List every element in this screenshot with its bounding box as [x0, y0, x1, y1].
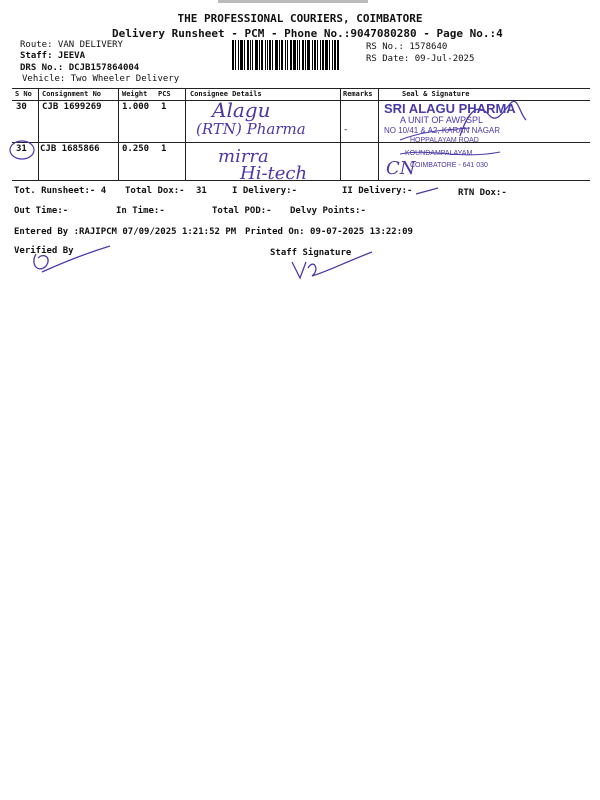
col-header-consignee: Consignee Details [190, 90, 262, 98]
stamp-line: A UNIT OF AWPSPL [400, 115, 484, 125]
row-pcs: 1 [161, 144, 167, 154]
row-consignment: CJB 1699269 [42, 102, 102, 112]
verified-by: Verified By [14, 246, 74, 256]
out-time: Out Time:- [14, 206, 69, 216]
col-header-consignment: Consignment No [42, 90, 102, 98]
stamp-cn: CN [386, 158, 416, 179]
vehicle-label: Vehicle: Two Wheeler Delivery [22, 74, 180, 84]
row-remarks: - [343, 125, 349, 135]
row-weight: 0.250 [122, 144, 150, 154]
staff-signature [286, 248, 376, 284]
stamp-line: KOUNDAMPALAYAM [405, 150, 473, 157]
col-header-seal: Seal & Signature [402, 90, 470, 98]
ii-delivery: II Delivery:- [342, 186, 413, 196]
total-pod: Total POD:- [212, 206, 272, 216]
printed-on: Printed On: 09-07-2025 13:22:09 [245, 227, 413, 237]
row-weight: 1.000 [122, 102, 150, 112]
col-header-sno: S No [15, 90, 32, 98]
col-divider [38, 88, 39, 180]
col-divider [185, 88, 186, 180]
stamp-line: HOPPALAYAM ROAD [410, 137, 479, 144]
total-dox-label: Total Dox:- [125, 186, 185, 196]
stamp-title: SRI ALAGU PHARMA [384, 101, 516, 116]
row-sno: 30 [16, 102, 27, 112]
row-sno: 31 [16, 144, 27, 154]
company-title: THE PROFESSIONAL COURIERS, COIMBATORE [177, 12, 423, 25]
col-divider [118, 88, 119, 180]
entered-by: Entered By :RAJIPCM 07/09/2025 1:21:52 PM [14, 227, 237, 237]
handwritten-consignee: Hi-tech [240, 163, 308, 184]
barcode [232, 40, 360, 70]
scan-mark [218, 0, 368, 3]
stamp-line: COIMBATORE - 641 030 [410, 162, 488, 169]
signature-scribble [390, 146, 510, 162]
signature-scribble [380, 96, 540, 144]
rtn-dox: RTN Dox:- [458, 188, 507, 198]
col-header-remarks: Remarks [343, 90, 373, 98]
rs-date: RS Date: 09-Jul-2025 [366, 54, 475, 64]
col-divider [378, 88, 379, 180]
drs-label: DRS No.: DCJB157864004 [20, 63, 140, 73]
i-delivery: I Delivery:- [232, 186, 298, 196]
table-top-border [12, 88, 590, 89]
delivery-points: Delvy Points:- [290, 206, 366, 216]
handwritten-consignee: mirra [218, 146, 269, 167]
runsheet-title: Delivery Runsheet - PCM - Phone No.:9047080280 - Page No.:4 [112, 27, 503, 40]
staff-label: Staff: JEEVA [20, 51, 86, 61]
row-consignment: CJB 1685866 [40, 144, 100, 154]
verifier-signature [24, 244, 114, 278]
stamp-line: NO 10/41 & A2, KARAN NAGAR [384, 126, 501, 135]
col-divider [340, 88, 341, 180]
col-header-pcs: PCS [158, 90, 171, 98]
handwritten-consignee: (RTN) Pharma [196, 120, 306, 138]
rs-number: RS No.: 1578640 [366, 42, 448, 52]
handwritten-consignee: Alagu [212, 98, 271, 122]
tick-mark [414, 186, 440, 196]
col-header-weight: Weight [122, 90, 148, 98]
row-pcs: 1 [161, 102, 167, 112]
staff-signature-label: Staff Signature [270, 248, 352, 258]
in-time: In Time:- [116, 206, 165, 216]
total-runsheet: Tot. Runsheet:- 4 [14, 186, 107, 196]
route-label: Route: VAN DELIVERY [20, 40, 123, 50]
total-dox-value: 31 [196, 186, 207, 196]
